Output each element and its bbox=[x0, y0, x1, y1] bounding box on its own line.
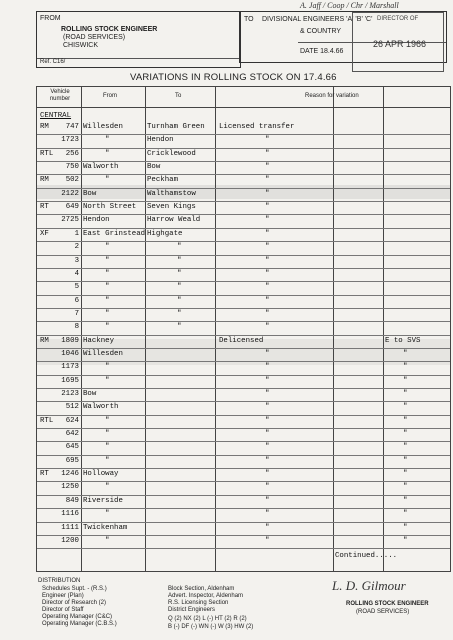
reason-extra: " bbox=[403, 456, 408, 465]
from-garage: Walworth bbox=[83, 403, 119, 412]
distribution-item: Operating Manager (C.B.S.) bbox=[42, 621, 117, 627]
distribution-item: District Engineers bbox=[168, 607, 216, 613]
reason-extra: " bbox=[403, 430, 408, 439]
from-garage: Bow bbox=[83, 189, 97, 198]
vehicle-number: 8 bbox=[74, 323, 79, 332]
reason: " bbox=[265, 149, 270, 158]
vehicle-type: RT bbox=[40, 203, 49, 212]
from-garage: Walworth bbox=[83, 163, 119, 172]
reason: " bbox=[265, 443, 270, 452]
reason: " bbox=[265, 216, 270, 225]
reason-extra: " bbox=[403, 390, 408, 398]
col-header-reason: Reason for variation bbox=[305, 93, 359, 99]
to-garage: Bow bbox=[147, 163, 161, 172]
row-rule bbox=[37, 495, 450, 496]
from-garage: " bbox=[105, 456, 110, 465]
vehicle-number: 649 bbox=[65, 203, 79, 212]
col-header-to: To bbox=[175, 93, 182, 99]
section-label: CENTRAL bbox=[40, 112, 72, 120]
reason-extra: " bbox=[403, 403, 408, 412]
from-garage: " bbox=[105, 309, 110, 318]
col-divider bbox=[81, 87, 82, 571]
reason-extra: " bbox=[403, 376, 408, 385]
from-garage: " bbox=[105, 243, 110, 252]
distribution-item: Director of Research (2) bbox=[42, 600, 107, 606]
to-label: TO bbox=[244, 16, 254, 23]
row-rule bbox=[37, 281, 450, 282]
to-garage: Harrow Weald bbox=[147, 216, 201, 225]
row-rule bbox=[37, 228, 450, 229]
distribution-item: Engineer (Plan) bbox=[42, 593, 84, 599]
row-rule bbox=[37, 148, 450, 149]
reason: " bbox=[265, 323, 270, 332]
vehicle-number: 849 bbox=[65, 496, 79, 505]
from-garage: " bbox=[105, 256, 110, 265]
distribution-item: B (-) DF (-) WN (-) W (3) HW (2) bbox=[168, 624, 254, 630]
vehicle-number: 3 bbox=[74, 256, 79, 265]
reason-extra: " bbox=[403, 416, 408, 425]
row-rule bbox=[37, 522, 450, 523]
reason: " bbox=[265, 523, 270, 532]
vehicle-type: RT bbox=[40, 470, 49, 479]
distribution-item: Advert. Inspector, Aldenham bbox=[168, 593, 244, 599]
reason: " bbox=[265, 256, 270, 265]
row-rule bbox=[37, 134, 450, 135]
col-header-vehicle: Vehicle number bbox=[49, 89, 71, 102]
from-garage: Twickenham bbox=[83, 523, 128, 532]
row-rule bbox=[37, 174, 450, 175]
distribution-block bbox=[38, 578, 298, 638]
row-rule bbox=[37, 268, 450, 269]
row-rule bbox=[37, 441, 450, 442]
reason-extra: " bbox=[403, 536, 408, 545]
vehicle-type: RTL bbox=[40, 149, 54, 158]
reason: " bbox=[265, 229, 270, 238]
vehicle-type: RM bbox=[40, 336, 49, 345]
reason: " bbox=[265, 283, 270, 292]
to-garage: " bbox=[177, 296, 182, 305]
document-title: VARIATIONS IN ROLLING STOCK ON 17.4.66 bbox=[130, 72, 337, 83]
reason: " bbox=[265, 189, 270, 198]
distribution-item: Q (2) NX (2) L (-) HT (2) R (2) bbox=[168, 616, 247, 622]
to-line-2: & COUNTRY bbox=[300, 28, 342, 35]
vehicle-number: 1173 bbox=[61, 363, 79, 372]
distribution-item: Director of Staff bbox=[42, 607, 84, 613]
from-garage: Willesden bbox=[83, 123, 123, 131]
from-label: FROM bbox=[40, 15, 61, 22]
row-rule bbox=[37, 428, 450, 429]
to-garage: " bbox=[177, 269, 182, 278]
stamp-date: 26 APR 1966 bbox=[373, 39, 427, 49]
vehicle-number: 624 bbox=[65, 416, 79, 425]
row-rule bbox=[37, 548, 450, 549]
ref-label: Ref. C16/ bbox=[40, 59, 66, 65]
row-rule bbox=[37, 415, 450, 416]
from-garage: " bbox=[105, 443, 110, 452]
reason: " bbox=[265, 403, 270, 412]
row-rule bbox=[37, 321, 450, 322]
row-rule bbox=[37, 295, 450, 296]
distribution-item: R.S. Licensing Section bbox=[168, 600, 229, 606]
from-garage: Hackney bbox=[83, 336, 115, 345]
from-garage: " bbox=[105, 176, 110, 185]
vehicle-number: 642 bbox=[65, 430, 79, 439]
vehicle-number: 1809 bbox=[61, 336, 79, 345]
vehicle-number: 1695 bbox=[61, 376, 79, 385]
vehicle-number: 695 bbox=[65, 456, 79, 465]
reason-extra: " bbox=[403, 443, 408, 452]
col-divider bbox=[383, 87, 384, 571]
vehicle-number: 1200 bbox=[61, 536, 79, 545]
col-divider bbox=[333, 87, 334, 571]
from-box bbox=[36, 11, 241, 68]
row-rule bbox=[37, 308, 450, 309]
reason: " bbox=[265, 483, 270, 492]
vehicle-number: 2123 bbox=[61, 390, 79, 398]
reason: " bbox=[265, 243, 270, 252]
reason: " bbox=[265, 510, 270, 519]
vehicle-number: 512 bbox=[65, 403, 79, 412]
reason-extra: " bbox=[403, 349, 408, 358]
variations-table bbox=[36, 86, 451, 572]
vehicle-type: RM bbox=[40, 176, 49, 185]
vehicle-number: 1246 bbox=[61, 470, 79, 479]
from-line-1: ROLLING STOCK ENGINEER bbox=[61, 26, 158, 33]
row-rule bbox=[37, 468, 450, 469]
handwritten-names: A. Jaff / Coop / Chr / Marshall bbox=[300, 1, 399, 10]
vehicle-number: 1116 bbox=[61, 510, 79, 519]
row-rule bbox=[37, 388, 450, 389]
distribution-label: DISTRIBUTION bbox=[38, 578, 81, 584]
vehicle-number: 2122 bbox=[61, 189, 79, 198]
row-rule bbox=[37, 188, 450, 189]
distribution-item: Operating Manager (C&C) bbox=[42, 614, 113, 620]
from-garage: " bbox=[105, 149, 110, 158]
reason-extra: " bbox=[403, 470, 408, 479]
vehicle-number: 7 bbox=[74, 309, 79, 318]
vehicle-number: 5 bbox=[74, 283, 79, 292]
reason: Delicensed bbox=[219, 336, 264, 345]
reason: " bbox=[265, 349, 270, 358]
to-garage: Turnham Green bbox=[147, 123, 205, 131]
col-divider bbox=[215, 87, 216, 571]
reason: " bbox=[265, 536, 270, 545]
from-garage: " bbox=[105, 430, 110, 439]
from-garage: " bbox=[105, 296, 110, 305]
from-line-2: (ROAD SERVICES) bbox=[63, 34, 126, 41]
vehicle-number: 4 bbox=[74, 269, 79, 278]
from-garage: " bbox=[105, 363, 110, 372]
vehicle-number: 645 bbox=[65, 443, 79, 452]
signature-title: ROLLING STOCK ENGINEER bbox=[346, 601, 429, 607]
header-rule bbox=[37, 107, 450, 108]
to-line-1: DIVISIONAL ENGINEERS 'A' 'B' 'C' bbox=[262, 16, 373, 23]
from-garage: " bbox=[105, 269, 110, 278]
row-rule bbox=[37, 214, 450, 215]
reason: " bbox=[265, 376, 270, 385]
to-garage: " bbox=[177, 256, 182, 265]
row-rule bbox=[37, 401, 450, 402]
reason: " bbox=[265, 470, 270, 479]
distribution-item: Block Section, Aldenham bbox=[168, 586, 235, 592]
signature-subtitle: (ROAD SERVICES) bbox=[356, 609, 410, 615]
reason: " bbox=[265, 390, 270, 398]
from-garage: " bbox=[105, 536, 110, 545]
vehicle-type: RM bbox=[40, 123, 49, 131]
reason-extra: E to SVS bbox=[385, 336, 421, 345]
vehicle-number: 2725 bbox=[61, 216, 79, 225]
vehicle-number: 1111 bbox=[61, 523, 79, 532]
to-garage: " bbox=[177, 243, 182, 252]
to-garage: Walthamstow bbox=[147, 189, 196, 198]
continued-note: Continued..... bbox=[335, 552, 398, 560]
row-rule bbox=[37, 348, 450, 349]
to-garage: Peckham bbox=[147, 176, 179, 185]
from-garage: Holloway bbox=[83, 470, 119, 479]
to-garage: Cricklewood bbox=[147, 149, 196, 158]
row-rule bbox=[37, 161, 450, 162]
vehicle-number: 502 bbox=[65, 176, 79, 185]
reason-extra: " bbox=[403, 483, 408, 492]
ref-divider bbox=[37, 58, 240, 59]
reason: " bbox=[265, 430, 270, 439]
reason-extra: " bbox=[403, 363, 408, 372]
row-rule bbox=[37, 201, 450, 202]
row-rule bbox=[37, 481, 450, 482]
reason-extra: " bbox=[403, 496, 408, 505]
row-rule bbox=[37, 375, 450, 376]
col-divider bbox=[145, 87, 146, 571]
row-rule bbox=[37, 361, 450, 362]
from-garage: " bbox=[105, 283, 110, 292]
to-garage: Hendon bbox=[147, 136, 174, 145]
row-rule bbox=[37, 455, 450, 456]
date-label: DATE 18.4.66 bbox=[300, 48, 344, 55]
row-rule bbox=[37, 241, 450, 242]
from-garage: Bow bbox=[83, 390, 97, 398]
to-garage: " bbox=[177, 323, 182, 332]
row-rule bbox=[37, 508, 450, 509]
vehicle-number: 1046 bbox=[61, 349, 79, 358]
reason: " bbox=[265, 296, 270, 305]
reason: " bbox=[265, 163, 270, 172]
row-rule bbox=[37, 335, 450, 336]
signature-scrawl: L. D. Gilmour bbox=[332, 578, 406, 593]
to-garage: Seven Kings bbox=[147, 203, 196, 212]
to-garage: " bbox=[177, 309, 182, 318]
from-garage: " bbox=[105, 376, 110, 385]
vehicle-number: 1723 bbox=[61, 136, 79, 145]
from-garage: " bbox=[105, 323, 110, 332]
vehicle-type: RTL bbox=[40, 416, 54, 425]
from-garage: East Grinstead bbox=[83, 229, 146, 238]
to-garage: Highgate bbox=[147, 229, 183, 238]
reason: Licensed transfer bbox=[219, 123, 295, 131]
from-garage: Willesden bbox=[83, 349, 123, 358]
reason: " bbox=[265, 203, 270, 212]
reason: " bbox=[265, 456, 270, 465]
from-garage: Riverside bbox=[83, 496, 123, 505]
received-stamp bbox=[352, 12, 444, 72]
reason: " bbox=[265, 136, 270, 145]
from-line-3: CHISWICK bbox=[63, 42, 98, 49]
vehicle-number: 256 bbox=[65, 149, 79, 158]
vehicle-number: 1250 bbox=[61, 483, 79, 492]
reason: " bbox=[265, 269, 270, 278]
from-garage: " bbox=[105, 483, 110, 492]
row-rule bbox=[37, 255, 450, 256]
distribution-item: Schedules Supt. - (R.S.) bbox=[42, 586, 107, 592]
vehicle-number: 6 bbox=[74, 296, 79, 305]
reason-extra: " bbox=[403, 523, 408, 532]
stamp-top-text: DIRECTOR OF bbox=[377, 16, 419, 22]
vehicle-type: XF bbox=[40, 229, 49, 238]
from-garage: " bbox=[105, 416, 110, 425]
vehicle-number: 747 bbox=[65, 123, 79, 131]
vehicle-number: 2 bbox=[74, 243, 79, 252]
reason: " bbox=[265, 176, 270, 185]
vehicle-number: 1 bbox=[74, 229, 79, 238]
from-garage: " bbox=[105, 510, 110, 519]
from-garage: " bbox=[105, 136, 110, 145]
row-rule bbox=[37, 535, 450, 536]
reason: " bbox=[265, 363, 270, 372]
vehicle-number: 750 bbox=[65, 163, 79, 172]
from-garage: North Street bbox=[83, 203, 137, 212]
to-garage: " bbox=[177, 283, 182, 292]
reason: " bbox=[265, 309, 270, 318]
reason: " bbox=[265, 416, 270, 425]
from-garage: Hendon bbox=[83, 216, 110, 225]
reason-extra: " bbox=[403, 510, 408, 519]
reason: " bbox=[265, 496, 270, 505]
col-header-from: From bbox=[103, 93, 117, 99]
